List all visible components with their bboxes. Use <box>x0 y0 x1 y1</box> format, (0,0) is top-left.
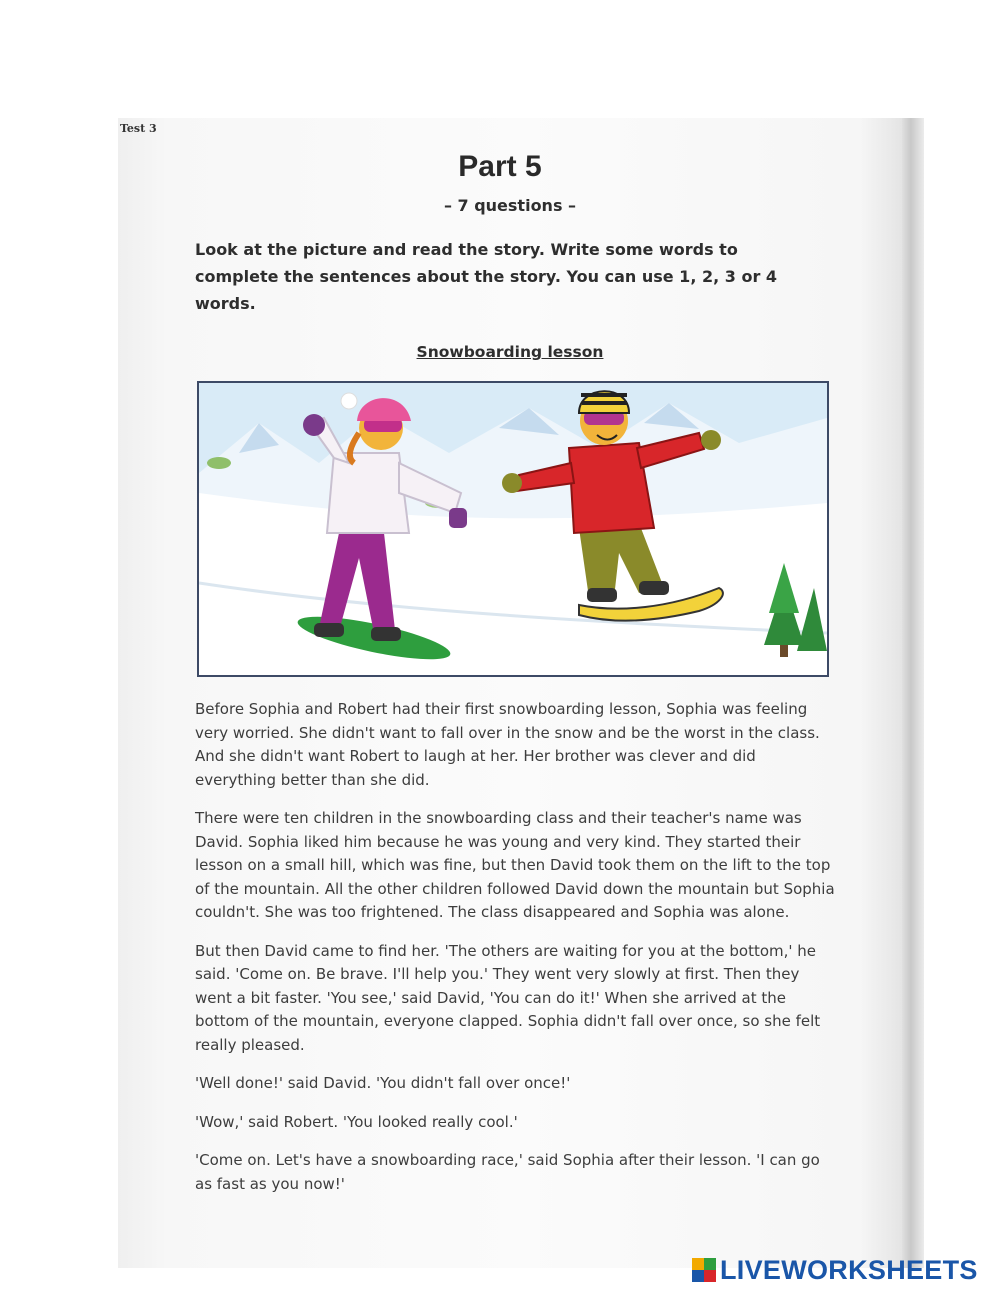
boy-left-glove <box>502 473 522 493</box>
right-glove <box>449 508 467 528</box>
logo-text: LIVEWORKSHEETS <box>720 1254 978 1285</box>
liveworksheets-logo[interactable] <box>692 1254 978 1286</box>
snowboarding-illustration <box>197 381 829 677</box>
snowboarding-children-illustration <box>199 383 827 675</box>
story-paragraph: 'Wow,' said Robert. 'You looked really cool.' <box>195 1112 518 1131</box>
liveworksheets-logo-icon <box>692 1258 716 1282</box>
snow-slope <box>199 493 827 675</box>
story-paragraph: But then David came to find her. 'The others are waiting for you at the bottom,' he said. 'Come on. Be brave. I'll help you.' They went very slowly at first. Then they went a bit faster. 'You see,' said David, 'You can do it!' When she arrived at the bottom of the mountain, everyone clapped. Sophia didn't fall over once, so she felt really pleased. <box>195 941 821 1054</box>
story-paragraph: 'Well done!' said David. 'You didn't fall over once!' <box>195 1074 571 1092</box>
boy-right-glove <box>701 430 721 450</box>
instructions: Look at the picture and read the story. Write some words to complete the sentences about the story. You can use 1, 2, 3 or 4 words. <box>195 240 778 313</box>
test-label: Test 3 <box>120 122 157 135</box>
story-paragraph: Before Sophia and Robert had their first snowboarding lesson, Sophia was feeling very worried. She didn't want to fall over in the snow and be the worst in the class. And she didn't want Robert to laugh at her. Her brother was clever and did everything better than she did. <box>195 700 820 789</box>
white-jacket <box>327 453 409 533</box>
story-title: Snowboarding lesson <box>416 343 604 361</box>
story-paragraph: There were ten children in the snowboarding class and their teacher's name was David. Sophia liked him because he was young and very kind. They started their lesson on a small hill, which was fine, but then David took them on the lift to the top of the mountain. All the other children followed David down the mountain but Sophia couldn't. She was too frightened. The class disappeared and Sophia was alone. <box>195 809 835 921</box>
left-glove <box>303 414 325 436</box>
part-title: Part 5 <box>458 150 542 183</box>
page-binding-shadow <box>902 118 924 1268</box>
bush <box>207 457 231 469</box>
story-text <box>195 698 835 1211</box>
part-subtitle: – 7 questions – <box>443 196 577 215</box>
story-paragraph: 'Come on. Let's have a snowboarding race,' said Sophia after their lesson. 'I can go as fast as you now!' <box>195 1151 820 1193</box>
